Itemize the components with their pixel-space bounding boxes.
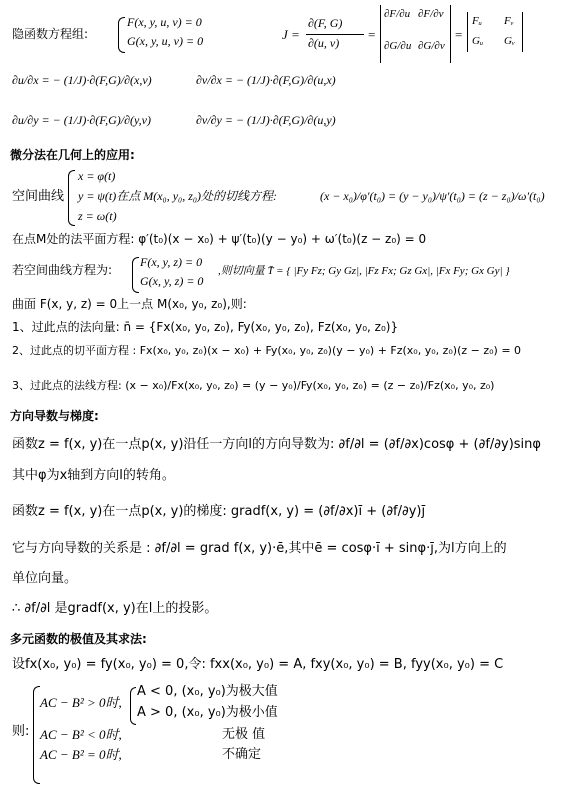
det-cell-b: ∂F/∂v — [418, 8, 444, 20]
det-cell-d: ∂G/∂v — [418, 40, 445, 52]
det-cell-c: ∂G/∂u — [384, 40, 412, 52]
tangent-vector: ,则切向量 T̄ = { |Fy Fz; Gy Gz|, |Fz Fx; Gz Gx|, |Fx Fy; Gx Gy| } — [218, 265, 510, 277]
jacobian-den: ∂(u, v) — [308, 36, 340, 50]
curve2-eq-1: F(x, y, z) = 0 — [140, 255, 203, 269]
subcase-min: A > 0, (x₀, y₀)为极小值 — [137, 705, 278, 720]
surface-intro: 曲面 F(x, y, z) = 0上一点 M(x₀, y₀, z₀),则: — [12, 297, 247, 311]
det-right-bar — [450, 5, 451, 63]
case-negative: AC − B² < 0时, — [40, 727, 122, 742]
angle-note: 其中φ为x轴到方向l的转角。 — [12, 468, 175, 483]
curve-label: 空间曲线 — [12, 189, 65, 204]
curve-x: x = φ(t) — [78, 169, 116, 183]
implicit-label: 隐函数方程组: — [12, 27, 89, 41]
normal-plane-eq: 在点M处的法平面方程: φ′(t₀)(x − x₀) + ψ′(t₀)(y − y₀) + ω′(t₀)(z − z₀) = 0 — [12, 232, 427, 246]
case-zero: AC − B² = 0时, — [40, 747, 122, 762]
cases-brace — [33, 686, 40, 784]
subcase-brace — [130, 687, 136, 725]
result-no-extremum: 无极 值 — [222, 727, 266, 742]
projection-note: ∴ ∂f/∂l 是gradf(x, y)在l上的投影。 — [12, 601, 218, 616]
normal-vector-item: 1、过此点的法向量: n̄ = {Fx(x₀, y₀, z₀), Fy(x₀, y₀, z₀), Fz(x₀, y₀, z₀)} — [12, 320, 399, 334]
jacobian-num: ∂(F, G) — [308, 16, 343, 30]
unit-vector-note: 单位向量。 — [12, 571, 78, 586]
gradient-def: 函数z = f(x, y)在一点p(x, y)的梯度: gradf(x, y) = (∂f/∂x)ī + (∂f/∂y)j̄ — [12, 504, 426, 519]
det-left-bar — [380, 5, 381, 63]
result-undetermined: 不确定 — [222, 747, 262, 762]
extrema-title: 多元函数的极值及其求法: — [10, 632, 147, 646]
curve2-eq-2: G(x, y, z) = 0 — [140, 274, 204, 288]
relation-line: 它与方向导数的关系是 : ∂f/∂l = grad f(x, y)·ē,其中ē = cosφ·ī + sinφ·j̄,为l方向上的 — [12, 541, 507, 556]
eq-du-dx: ∂u/∂x = − (1/J)·∂(F,G)/∂(x,v) — [12, 73, 152, 87]
det2-left-bar — [467, 12, 468, 52]
curve-brace — [68, 170, 75, 226]
eq-du-dy: ∂u/∂y = − (1/J)·∂(F,G)/∂(y,v) — [12, 113, 151, 127]
geometry-title: 微分法在几何上的应用: — [10, 148, 135, 162]
normal-line-item: 3、过此点的法线方程: (x − x₀)/Fx(x₀, y₀, z₀) = (y − y₀)/Fy(x₀, y₀, z₀) = (z − z₀)/Fz(x₀, y₀, z₀) — [12, 379, 495, 392]
system-eq-1: F(x, y, u, v) = 0 — [127, 15, 202, 29]
curve-z: z = ω(t) — [78, 209, 117, 223]
det2-cell-b: Fᵥ — [504, 15, 514, 27]
tangent-plane-item: 2、过此点的切平面方程 : Fx(x₀, y₀, z₀)(x − x₀) + Fy(x₀, y₀, z₀)(y − y₀) + Fz(x₀, y₀, z₀)(z − z₀) = 0 — [12, 344, 522, 357]
case-positive: AC − B² > 0时, — [40, 695, 122, 710]
det2-cell-d: Gᵥ — [504, 35, 516, 47]
det2-cell-a: Fᵤ — [472, 15, 482, 27]
tangent-line-eq: (x − x₀)/φ′(t₀) = (y − y₀)/ψ′(t₀) = (z − z₀)/ω′(t₀) — [320, 189, 545, 203]
eq-dv-dy: ∂v/∂y = − (1/J)·∂(F,G)/∂(u,y) — [196, 113, 336, 127]
directional-def: 函数z = f(x, y)在一点p(x, y)沿任一方向l的方向导数为: ∂f/∂l = (∂f/∂x)cosφ + (∂f/∂y)sinφ — [12, 437, 541, 452]
extrema-setup: 设fx(x₀, y₀) = fy(x₀, y₀) = 0,令: fxx(x₀, y₀) = A, fxy(x₀, y₀) = B, fyy(x₀, y₀) = C — [12, 657, 504, 672]
curve2-brace — [132, 257, 139, 293]
det2-right-bar — [522, 12, 523, 52]
eq-dv-dx: ∂v/∂x = − (1/J)·∂(F,G)/∂(u,x) — [196, 73, 336, 87]
directional-title: 方向导数与梯度: — [10, 409, 99, 423]
subcase-max: A < 0, (x₀, y₀)为极大值 — [137, 684, 278, 699]
then-label: 则: — [12, 724, 30, 739]
system-brace — [118, 17, 125, 53]
det2-cell-c: Gᵤ — [472, 35, 484, 47]
jacobian-fraction-bar — [306, 34, 364, 35]
jacobian-lhs: J = — [282, 27, 300, 42]
curve-y: y = ψ(t)在点 M(x₀, y₀, z₀)处的切线方程: — [78, 189, 278, 203]
det-cell-a: ∂F/∂u — [384, 8, 411, 20]
system-eq-2: G(x, y, u, v) = 0 — [127, 34, 204, 48]
curve2-label: 若空间曲线方程为: — [12, 263, 113, 277]
